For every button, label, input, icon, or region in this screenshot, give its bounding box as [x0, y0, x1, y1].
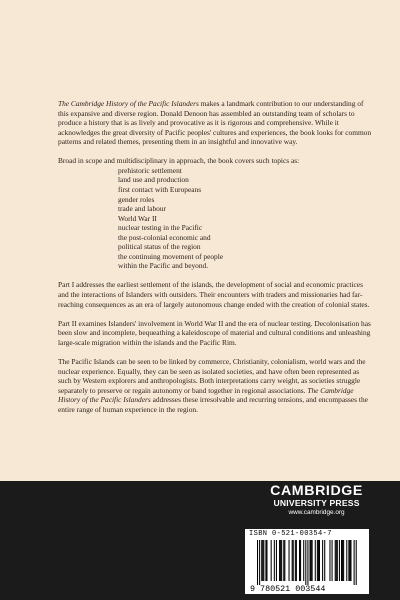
blurb-paragraph-part-2: Part II examines Islanders' involvement in World War II and the era of nuclear testing. Decolonisation has been slow and incomplete, bequeathing a kaleidoscope of material and cultural conditions and unleashing large-scale migration within the islands and the Pacific Rim. [58, 318, 371, 347]
barcode-bar [276, 540, 277, 581]
topic-item: World War II [118, 213, 157, 223]
topic-item: land use and production [118, 175, 189, 185]
blurb-paragraph-part-1: Part I addresses the earliest settlement of the islands, the development of social and economic practices and the interactions of Islanders with outsiders. Their encounters with traders and missionaries had far-reaching consequences as an era of largely autonomous change ended with the creation of colonial states. [58, 280, 370, 309]
barcode-bar [343, 540, 344, 581]
topic-item: first contact with Europeans [118, 184, 202, 194]
blurb-paragraph-5 [58, 357, 372, 414]
isbn-number: ISBN 0-521-00354-7 [249, 530, 332, 538]
barcode-bar [350, 540, 351, 581]
barcode-bar [332, 540, 333, 581]
barcode-bar [283, 540, 284, 581]
publisher-logo [270, 484, 363, 517]
topic-item: nuclear testing in the Pacific [118, 223, 203, 233]
barcode-bar [356, 540, 357, 585]
barcode-bar [312, 540, 313, 581]
barcode-bar [295, 540, 296, 581]
barcode-bar [261, 540, 262, 581]
barcode-bar [305, 540, 306, 585]
topic-item: the continuing movement of people [118, 251, 224, 261]
barcode-bar [300, 540, 301, 581]
barcode-digits: 9 780521 003544 [250, 584, 326, 594]
barcode-bar [339, 540, 340, 581]
blurb-paragraph-5-text-b: addresses these irresolvable and recurring tensions, and encompasses the entire range of human experience in the region. [58, 395, 368, 414]
barcode-bar [335, 540, 336, 581]
barcode-bar [342, 540, 343, 581]
blurb-paragraph-5-text-a: The Pacific Islands can be seen to be linked by commerce, Christianity, colonialism, world wars and the nuclear experience. Equally, they can be seen as isolated societies, and have often been represented as such by Western explorers and anthropologists. Both interpretations carry weight, as societies struggle separately to preserve or regain autonomy or band together in regional associations. [58, 356, 366, 395]
topic-item: political status of the region [118, 242, 201, 252]
topic-item: trade and labour [118, 204, 167, 214]
barcode-bar [303, 540, 304, 581]
barcode-bar [289, 540, 290, 581]
barcode-bar [299, 540, 300, 581]
barcode-bar [315, 540, 316, 581]
barcode-bar [318, 540, 319, 581]
barcode-bar [263, 540, 264, 581]
isbn-barcode-box [245, 529, 369, 594]
topic-item: gender roles [118, 194, 155, 204]
publisher-name-line-1: CAMBRIDGE [270, 483, 363, 499]
barcode-bar [280, 540, 281, 581]
barcode-bar [293, 540, 294, 581]
barcode-bar [348, 540, 349, 581]
barcode-bar [262, 540, 263, 581]
topic-item: the post-colonial economic and [118, 232, 211, 242]
barcode-bar [274, 540, 275, 581]
barcode-bar [354, 540, 355, 585]
barcode-bar [257, 540, 258, 585]
barcode-bar [349, 540, 350, 581]
barcode-bar [307, 540, 308, 585]
barcode-bar [317, 540, 318, 581]
barcode-bar [310, 540, 311, 581]
barcode-bar [281, 540, 282, 581]
barcode [245, 529, 369, 594]
topic-item: within the Pacific and beyond. [118, 261, 209, 271]
barcode-bar [284, 540, 285, 581]
barcode-bar [266, 540, 267, 581]
barcode-bar [265, 540, 266, 581]
blurb-paragraph-1 [58, 99, 372, 147]
blurb-paragraph-1-text: makes a landmark contribution to our understanding of this expansive and diverse region. Donald Denoon has assembled an outstanding team of scholars to produce a history that is as lively and provocative as it is rigorous and comprehensive. While it acknowledges the great diversity of Pacific peoples' cultures and experiences, the book looks for common patterns and related themes, presenting them in an insightful and innovative way. [58, 99, 372, 147]
book-title-italic: The Cambridge History of the Pacific Islanders [58, 99, 199, 108]
barcode-bar [259, 540, 260, 585]
barcode-bar [271, 540, 272, 581]
book-title-italic-2: The Cambridge History of the Pacific Islanders [58, 385, 354, 405]
topic-item: prehistoric settlement [118, 165, 182, 175]
barcode-bar [311, 540, 312, 581]
publisher-name-line-2: UNIVERSITY PRESS [273, 498, 360, 508]
barcode-bar [346, 540, 347, 581]
barcode-bar [336, 540, 337, 581]
barcode-bar [324, 540, 325, 581]
barcode-bar [292, 540, 293, 581]
blurb-text [58, 99, 372, 424]
barcode-bar [296, 540, 297, 581]
topics-list [58, 166, 372, 271]
barcode-bar [279, 540, 280, 581]
topics-intro: Broad in scope and multidisciplinary in approach, the book covers such topics as: [58, 156, 300, 166]
barcode-bar [341, 540, 342, 581]
barcode-bar [322, 540, 323, 581]
barcode-bar [319, 540, 320, 581]
barcode-bar [337, 540, 338, 581]
barcode-bar [329, 540, 330, 581]
publisher-url: www.cambridge.org [288, 508, 345, 516]
